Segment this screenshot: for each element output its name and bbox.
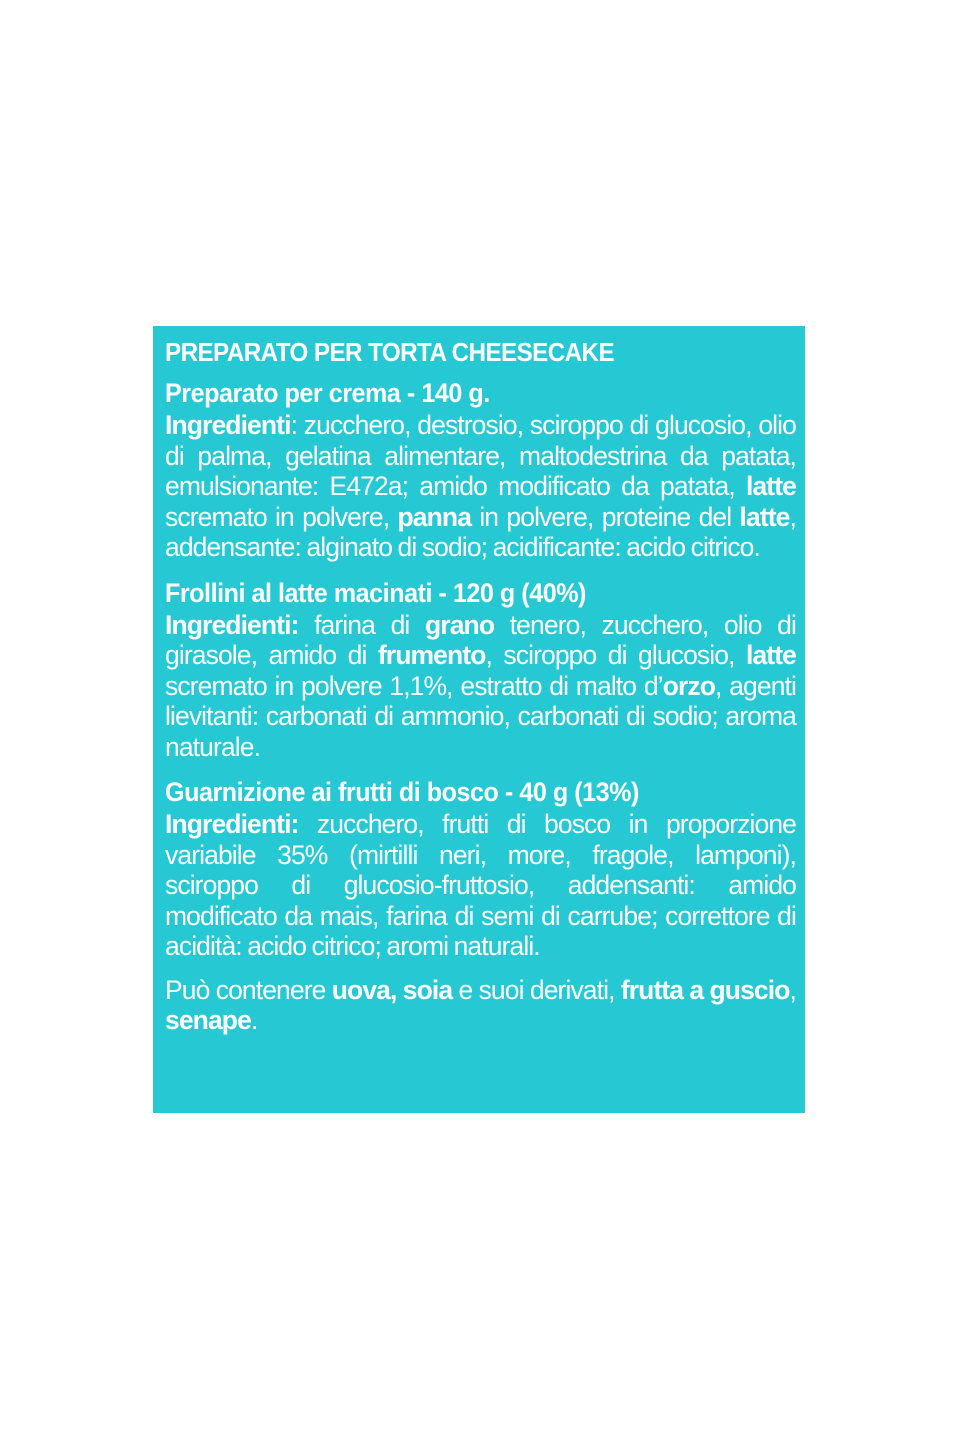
ingredients-label: Ingredienti: xyxy=(165,809,299,839)
section-berry-topping xyxy=(165,775,796,962)
ingredients-text: Ingredienti: zucchero, frutti di bosco in proporzione variabile 35% (mirtilli neri, more, fragole, lamponi), sciroppo di glucosio-fruttosio, addensanti: amido modificato da mais, farina di semi di carrube; correttore di acidità: acido citrico; aromi naturali. xyxy=(165,809,796,961)
section-cream xyxy=(165,376,796,563)
ingredients-text: Ingredienti: zucchero, destrosio, sciroppo di glucosio, olio di palma, gelatina alimentare, maltodestrina da patata, emulsionante: E472a; amido modificato da patata, latte scremato in polvere, panna in polvere, proteine del latte, addensante: alginato di sodio; acidificante: acido citrico. xyxy=(165,410,796,562)
product-title: PREPARATO PER TORTA CHEESECAKE xyxy=(165,337,615,367)
ingredients-text: Ingredienti: farina di grano tenero, zucchero, olio di girasole, amido di frumento, sciroppo di glucosio, latte scremato in polvere 1,1%, estratto di malto d’orzo, agenti lievitanti: carbonati di ammonio, carbonati di sodio; aroma naturale. xyxy=(165,609,796,762)
section-heading: Frollini al latte macinati - 120 g (40%) xyxy=(165,577,586,608)
section-heading: Preparato per crema - 140 g. xyxy=(165,378,490,408)
section-biscuits xyxy=(165,576,796,763)
ingredients-label: Ingredienti xyxy=(165,410,291,440)
ingredients-label: Ingredienti: xyxy=(165,609,299,640)
ingredients-label-panel xyxy=(153,326,805,1113)
allergen-warning: Può contenere uova, soia e suoi derivati, frutta a guscio, senape. xyxy=(165,974,796,1035)
section-heading: Guarnizione ai frutti di bosco - 40 g (13%) xyxy=(165,777,639,807)
